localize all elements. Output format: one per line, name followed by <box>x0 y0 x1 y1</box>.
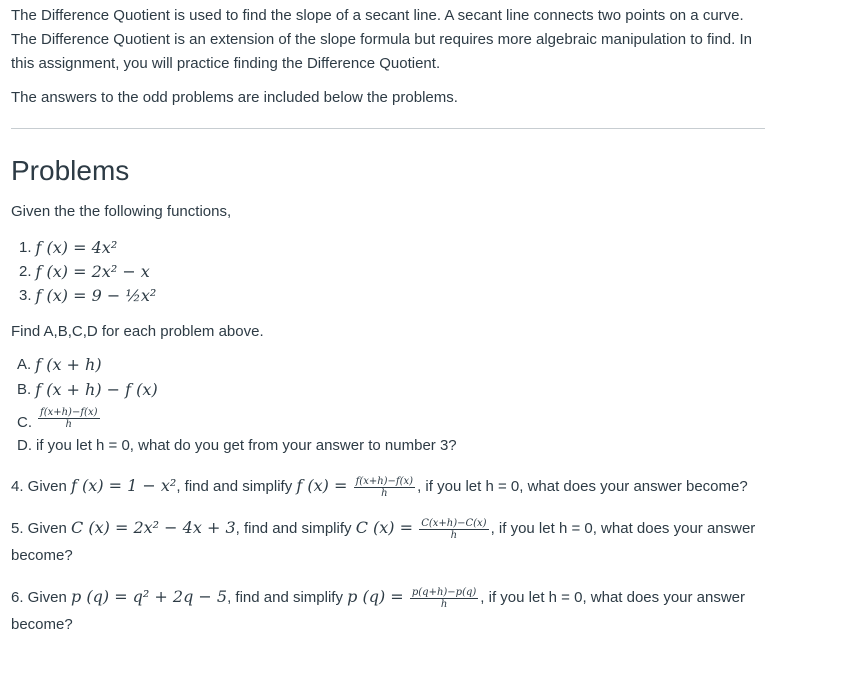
function-number: 1. <box>19 239 32 256</box>
fraction-denominator: h <box>450 529 458 541</box>
task-item-b <box>17 377 771 402</box>
function-number: 2. <box>19 263 32 280</box>
fraction-denominator: h <box>65 418 72 430</box>
problem-prefix: 6. Given <box>11 589 67 606</box>
intro-paragraph: The Difference Quotient is used to find the slope of a secant line. A secant line connects two points on a curve. The Difference Quotient is an extension of the slope formula but requires more algebraic manipulation to find. In this assignment, you will practice finding the Difference Quotient. <box>11 7 752 72</box>
fraction-numerator: C(x+h)−C(x) <box>421 517 487 529</box>
problems-heading: Problems <box>11 155 130 186</box>
problem-fraction <box>410 587 478 610</box>
task-letter: D. <box>17 437 32 454</box>
problem-function: p (q) = q² + 2q − 5 <box>71 587 228 606</box>
problem-mid: , find and simplify <box>235 520 352 537</box>
section-divider <box>11 128 765 129</box>
task-item-d <box>17 434 771 458</box>
fraction-numerator: f(x+h)−f(x) <box>40 406 98 418</box>
problem-function: C (x) = 2x² − 4x + 3 <box>71 518 236 537</box>
task-expression: f (x + h) − f (x) <box>35 379 158 399</box>
task-text: if you let h = 0, what do you get from your answer to number 3? <box>36 437 457 454</box>
problem-mid: , find and simplify <box>227 589 343 606</box>
fraction-numerator: p(q+h)−p(q) <box>411 586 477 598</box>
given-label: Given the the following functions, <box>11 203 232 220</box>
function-list <box>11 236 771 308</box>
function-item <box>19 236 771 260</box>
problem-suffix: , if you let h = 0, what does your answer become? <box>417 478 748 495</box>
problem-5 <box>11 514 771 569</box>
task-item-c <box>17 402 771 434</box>
problem-lhs: f (x) = <box>296 476 348 495</box>
find-label: Find A,B,C,D for each problem above. <box>11 323 264 340</box>
task-letter: B. <box>17 380 32 398</box>
function-expression: f (x) = 2x² − x <box>35 262 150 281</box>
problem-lhs: p (q) = <box>347 587 404 606</box>
task-letter: C. <box>17 414 32 431</box>
odd-answers-note: The answers to the odd problems are included below the problems. <box>11 89 458 106</box>
problem-4 <box>11 472 771 500</box>
fraction-denominator: h <box>381 487 388 499</box>
problem-fraction <box>419 518 488 541</box>
task-item-a <box>17 352 771 377</box>
problem-mid: , find and simplify <box>176 478 293 495</box>
task-expression: f (x + h) <box>35 354 102 374</box>
problem-suffix: , if you let h = 0, what does your answer become? <box>11 520 756 564</box>
problem-fraction <box>354 476 416 499</box>
task-list <box>11 352 771 458</box>
fraction-numerator: f(x+h)−f(x) <box>355 475 414 487</box>
problem-lhs: C (x) = <box>355 518 414 537</box>
function-number: 3. <box>19 287 32 304</box>
problem-prefix: 4. Given <box>11 478 67 495</box>
function-item <box>19 260 771 284</box>
function-item <box>19 284 771 308</box>
problem-function: f (x) = 1 − x² <box>71 476 177 495</box>
function-expression: f (x) = 9 − ½x² <box>35 286 157 305</box>
fraction-denominator: h <box>440 598 448 610</box>
difference-quotient-fraction <box>38 407 100 430</box>
problem-6 <box>11 583 771 638</box>
problem-prefix: 5. Given <box>11 520 67 537</box>
problem-suffix: , if you let h = 0, what does your answer become? <box>11 589 746 633</box>
function-expression: f (x) = 4x² <box>35 238 118 257</box>
task-letter: A. <box>17 355 32 373</box>
